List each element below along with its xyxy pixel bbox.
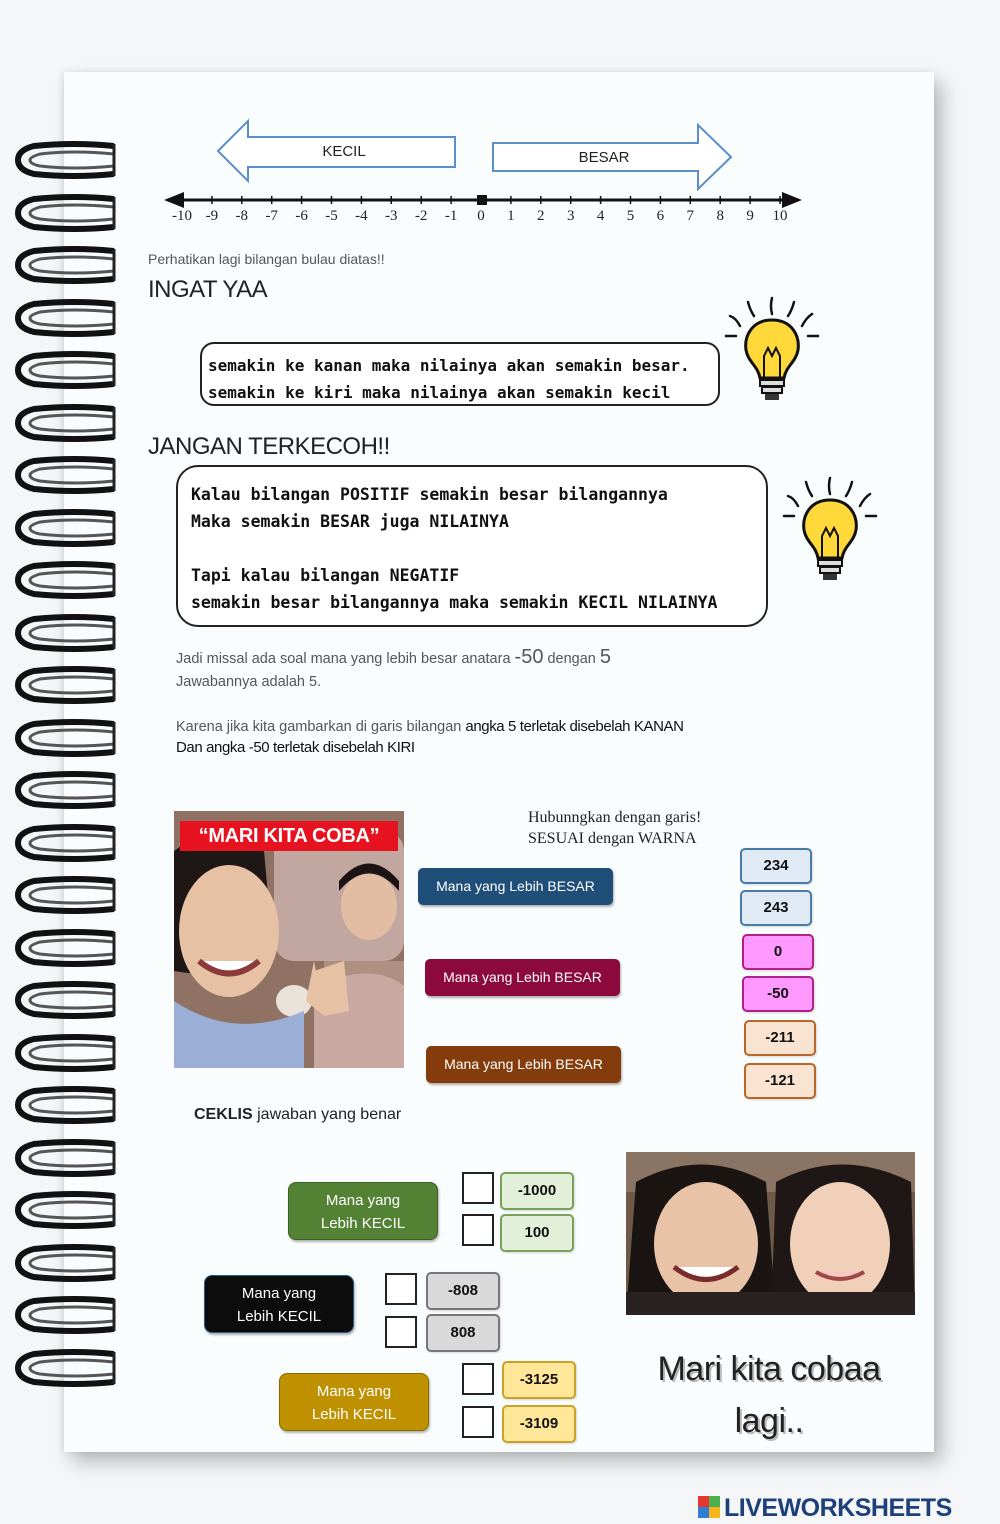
tick-label: 3 [566,208,575,224]
explanation-line-4: Dan angka -50 terletak disebelah KIRI [176,739,415,756]
reminder-bubble [200,342,720,406]
heading-ingat: INGAT YAA [148,276,268,303]
number-line-zero-marker [477,195,487,205]
spiral-coil [14,980,120,1020]
tick-label: 9 [746,208,754,224]
spiral-coil [14,770,120,810]
match-value-0[interactable]: 0 [742,934,814,970]
match-value-neg50[interactable]: -50 [742,976,814,1012]
match-instructions [528,807,701,849]
spiral-coil [14,560,120,600]
tick-label: -6 [295,208,308,224]
reminder-line-1: semakin ke kanan maka nilainya akan semakin besar. [208,356,690,375]
check-q2-option-1: -808 [426,1272,500,1310]
match-prompt-brown[interactable]: Mana yang Lebih BESAR [426,1046,621,1083]
check-q2-line-1: Mana yang [241,1285,317,1302]
check-q1-line-2: Lebih KECIL [320,1215,406,1232]
tick-label: -7 [265,208,278,224]
closing-text [628,1343,910,1447]
warning-bubble [176,465,768,627]
spiral-coil [14,665,120,705]
closing-line-2: lagi.. [734,1402,804,1440]
spiral-coil [14,875,120,915]
check-q1-box-1[interactable] [462,1172,494,1204]
spiral-coil [14,1243,120,1283]
tick-label: 0 [477,208,485,224]
number-line-left-head [164,192,184,208]
intro-note: Perhatikan lagi bilangan bulau diatas!! [148,251,385,267]
spiral-coil [14,140,120,180]
liveworksheets-logo-icon [698,1496,720,1518]
photo-girls-smiling [626,1152,915,1315]
tick-label: -4 [355,208,368,224]
spiral-coil [14,613,120,653]
match-instruction-1: Hubunngkan dengan garis! [528,809,702,826]
match-prompt-maroon[interactable]: Mana yang Lebih BESAR [425,959,620,996]
check-q2-prompt [204,1275,354,1333]
tick-label: 4 [596,208,605,224]
check-q2-box-2[interactable] [385,1316,417,1348]
liveworksheets-name: LIVEWORKSHEETS [724,1494,952,1522]
check-q2-option-2: 808 [426,1314,500,1352]
warning-line-1: Kalau bilangan POSITIF semakin besar bilangannya [191,485,668,504]
photo-girls-waving [174,811,404,1068]
explanation-line-1 [176,646,611,669]
tick-label: -2 [414,208,428,224]
arrow-label-besar: BESAR [578,149,630,166]
check-q1-prompt [288,1182,438,1240]
heading-jangan: JANGAN TERKECOH!! [148,433,390,460]
spiral-coil [14,1190,120,1230]
explanation-text-c: Karena jika kita gambarkan di garis bilangan [176,719,466,735]
explanation-num-b: 5 [599,646,612,668]
check-q3-line-1: Mana yang [316,1383,392,1400]
spiral-coil [14,823,120,863]
check-q1-option-2: 100 [500,1214,574,1252]
check-q2-box-1[interactable] [385,1273,417,1305]
check-q3-box-2[interactable] [462,1406,494,1438]
match-instruction-2: SESUAI dengan WARNA [528,830,697,847]
tick-label: -8 [235,208,249,224]
check-q1-box-2[interactable] [462,1214,494,1246]
arrow-label-kecil: KECIL [322,143,366,160]
warning-line-4: semakin besar bilangannya maka semakin KECIL NILAINYA [191,593,718,612]
tick-label: -5 [325,208,338,224]
check-q2-line-2: Lebih KECIL [236,1308,322,1325]
check-q3-box-1[interactable] [462,1363,494,1395]
reminder-line-2: semakin ke kiri maka nilainya akan semakin kecil [208,383,671,402]
spiral-coil [14,1138,120,1178]
spiral-coil [14,1085,120,1125]
tick-label: 7 [686,208,695,224]
check-q3-option-2: -3109 [502,1405,576,1443]
check-title-rest: jawaban yang benar [252,1106,402,1123]
tick-label: 1 [507,208,515,224]
explanation-emph-a: angka 5 terletak disebelah KANAN [465,718,684,735]
tick-label: 6 [656,208,665,224]
check-q3-line-2: Lebih KECIL [311,1406,397,1423]
match-value-neg211[interactable]: -211 [744,1020,816,1056]
tick-label: -10 [172,208,192,224]
spiral-coil [14,350,120,390]
direction-arrows [210,115,740,195]
match-value-neg121[interactable]: -121 [744,1063,816,1099]
check-q3-option-1: -3125 [502,1361,576,1399]
number-line-right-head [782,192,802,208]
photo-girls-smiling-illustration [626,1152,915,1315]
check-q1-option-1: -1000 [500,1172,574,1210]
liveworksheets-brand [698,1493,998,1521]
tick-label: 2 [537,208,545,224]
warning-line-3: Tapi kalau bilangan NEGATIF [191,566,460,585]
spiral-coil [14,508,120,548]
tick-label: 8 [716,208,724,224]
explanation-line-2: Jawabannya adalah 5. [176,674,322,690]
spiral-coil [14,1033,120,1073]
match-prompt-blue[interactable]: Mana yang Lebih BESAR [418,868,613,905]
explanation-num-a: -50 [514,646,544,668]
tick-label: -3 [385,208,398,224]
spiral-coil [14,193,120,233]
explanation-text-b: dengan [543,651,600,667]
spiral-coil [14,1295,120,1335]
spiral-coil [14,298,120,338]
warning-spacer [191,535,766,562]
spiral-coil [14,1348,120,1388]
spiral-coil [14,403,120,443]
match-value-243[interactable]: 243 [740,890,812,926]
spiral-coil [14,718,120,758]
warning-line-2: Maka semakin BESAR juga NILAINYA [191,512,509,531]
check-q3-prompt [279,1373,429,1431]
spiral-coil [14,245,120,285]
check-title [194,1106,401,1124]
lightbulb-icon [722,296,822,404]
tick-label: 5 [626,208,635,224]
explanation-line-3 [176,718,684,735]
tick-label: 10 [772,208,788,224]
closing-line-1: Mari kita cobaa [657,1350,881,1388]
tick-label: -1 [444,208,458,224]
lightbulb-icon [780,476,880,584]
check-title-bold: CEKLIS [194,1106,253,1123]
match-value-234[interactable]: 234 [740,848,812,884]
photo-banner: “MARI KITA COBA” [180,821,398,851]
spiral-coil [14,928,120,968]
check-q1-line-1: Mana yang [325,1192,401,1209]
tick-label: -9 [205,208,219,224]
spiral-coil [14,455,120,495]
explanation-text-a: Jadi missal ada soal mana yang lebih besar anatara [176,651,515,667]
